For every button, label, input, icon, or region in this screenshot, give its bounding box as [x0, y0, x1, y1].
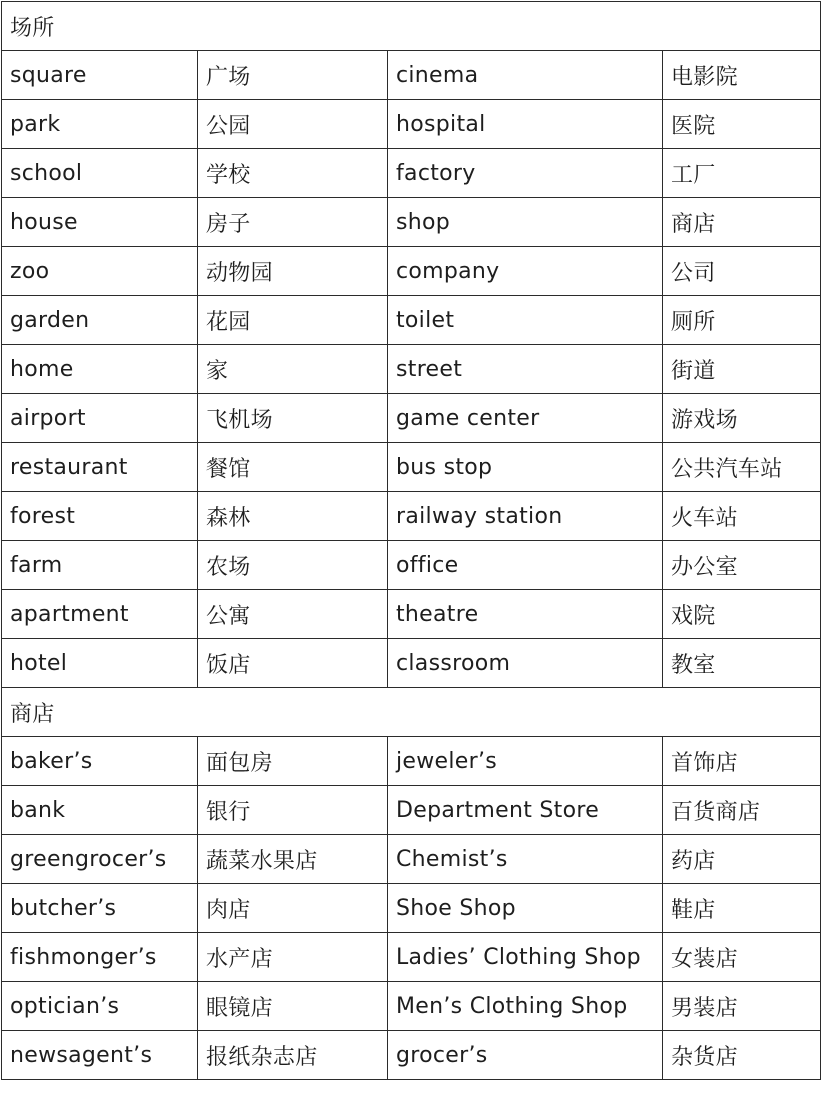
table-row	[2, 345, 821, 394]
english-word-cell: toilet	[388, 296, 663, 345]
table-row	[2, 982, 821, 1031]
chinese-word-cell: 医院	[663, 100, 821, 149]
table-row	[2, 639, 821, 688]
english-word-cell: Men’s Clothing Shop	[388, 982, 663, 1031]
table-row	[2, 786, 821, 835]
chinese-word-cell: 公司	[663, 247, 821, 296]
chinese-word-cell: 男装店	[663, 982, 821, 1031]
chinese-word-cell: 工厂	[663, 149, 821, 198]
section-heading-row	[2, 688, 821, 737]
table-row	[2, 492, 821, 541]
english-word-cell: bus stop	[388, 443, 663, 492]
chinese-word-cell: 公共汽车站	[663, 443, 821, 492]
section-heading: 场所	[2, 2, 821, 51]
chinese-word-cell: 餐馆	[198, 443, 388, 492]
chinese-word-cell: 饭店	[198, 639, 388, 688]
english-word-cell: fishmonger’s	[2, 933, 198, 982]
chinese-word-cell: 办公室	[663, 541, 821, 590]
table-row	[2, 590, 821, 639]
chinese-word-cell: 百货商店	[663, 786, 821, 835]
table-row	[2, 443, 821, 492]
chinese-word-cell: 报纸杂志店	[198, 1031, 388, 1080]
chinese-word-cell: 水产店	[198, 933, 388, 982]
english-word-cell: factory	[388, 149, 663, 198]
english-word-cell: bank	[2, 786, 198, 835]
english-word-cell: optician’s	[2, 982, 198, 1031]
english-word-cell: house	[2, 198, 198, 247]
english-word-cell: square	[2, 51, 198, 100]
chinese-word-cell: 花园	[198, 296, 388, 345]
english-word-cell: Shoe Shop	[388, 884, 663, 933]
table-row	[2, 884, 821, 933]
chinese-word-cell: 首饰店	[663, 737, 821, 786]
chinese-word-cell: 眼镜店	[198, 982, 388, 1031]
chinese-word-cell: 蔬菜水果店	[198, 835, 388, 884]
table-row	[2, 541, 821, 590]
chinese-word-cell: 游戏场	[663, 394, 821, 443]
english-word-cell: hotel	[2, 639, 198, 688]
english-word-cell: garden	[2, 296, 198, 345]
english-word-cell: Ladies’ Clothing Shop	[388, 933, 663, 982]
english-word-cell: home	[2, 345, 198, 394]
chinese-word-cell: 药店	[663, 835, 821, 884]
chinese-word-cell: 动物园	[198, 247, 388, 296]
table-row	[2, 394, 821, 443]
english-word-cell: office	[388, 541, 663, 590]
table-row	[2, 933, 821, 982]
chinese-word-cell: 厕所	[663, 296, 821, 345]
chinese-word-cell: 鞋店	[663, 884, 821, 933]
table-row	[2, 149, 821, 198]
chinese-word-cell: 火车站	[663, 492, 821, 541]
english-word-cell: shop	[388, 198, 663, 247]
english-word-cell: cinema	[388, 51, 663, 100]
english-word-cell: airport	[2, 394, 198, 443]
chinese-word-cell: 房子	[198, 198, 388, 247]
chinese-word-cell: 商店	[663, 198, 821, 247]
chinese-word-cell: 杂货店	[663, 1031, 821, 1080]
english-word-cell: apartment	[2, 590, 198, 639]
english-word-cell: Department Store	[388, 786, 663, 835]
english-word-cell: newsagent’s	[2, 1031, 198, 1080]
english-word-cell: hospital	[388, 100, 663, 149]
vocabulary-table	[1, 1, 821, 1080]
english-word-cell: railway station	[388, 492, 663, 541]
table-row	[2, 100, 821, 149]
english-word-cell: company	[388, 247, 663, 296]
chinese-word-cell: 教室	[663, 639, 821, 688]
english-word-cell: jeweler’s	[388, 737, 663, 786]
section-heading: 商店	[2, 688, 821, 737]
english-word-cell: butcher’s	[2, 884, 198, 933]
english-word-cell: park	[2, 100, 198, 149]
section-heading-row	[2, 2, 821, 51]
chinese-word-cell: 银行	[198, 786, 388, 835]
english-word-cell: baker’s	[2, 737, 198, 786]
chinese-word-cell: 家	[198, 345, 388, 394]
chinese-word-cell: 电影院	[663, 51, 821, 100]
chinese-word-cell: 女装店	[663, 933, 821, 982]
table-row	[2, 296, 821, 345]
chinese-word-cell: 广场	[198, 51, 388, 100]
chinese-word-cell: 飞机场	[198, 394, 388, 443]
chinese-word-cell: 公寓	[198, 590, 388, 639]
english-word-cell: forest	[2, 492, 198, 541]
english-word-cell: theatre	[388, 590, 663, 639]
english-word-cell: classroom	[388, 639, 663, 688]
chinese-word-cell: 戏院	[663, 590, 821, 639]
english-word-cell: grocer’s	[388, 1031, 663, 1080]
table-row	[2, 247, 821, 296]
table-row	[2, 1031, 821, 1080]
chinese-word-cell: 公园	[198, 100, 388, 149]
english-word-cell: street	[388, 345, 663, 394]
english-word-cell: greengrocer’s	[2, 835, 198, 884]
chinese-word-cell: 面包房	[198, 737, 388, 786]
english-word-cell: Chemist’s	[388, 835, 663, 884]
chinese-word-cell: 学校	[198, 149, 388, 198]
chinese-word-cell: 街道	[663, 345, 821, 394]
english-word-cell: game center	[388, 394, 663, 443]
vocabulary-table-body	[2, 2, 821, 1080]
english-word-cell: restaurant	[2, 443, 198, 492]
chinese-word-cell: 森林	[198, 492, 388, 541]
english-word-cell: school	[2, 149, 198, 198]
table-row	[2, 835, 821, 884]
table-row	[2, 198, 821, 247]
english-word-cell: zoo	[2, 247, 198, 296]
chinese-word-cell: 农场	[198, 541, 388, 590]
chinese-word-cell: 肉店	[198, 884, 388, 933]
table-row	[2, 51, 821, 100]
table-row	[2, 737, 821, 786]
english-word-cell: farm	[2, 541, 198, 590]
